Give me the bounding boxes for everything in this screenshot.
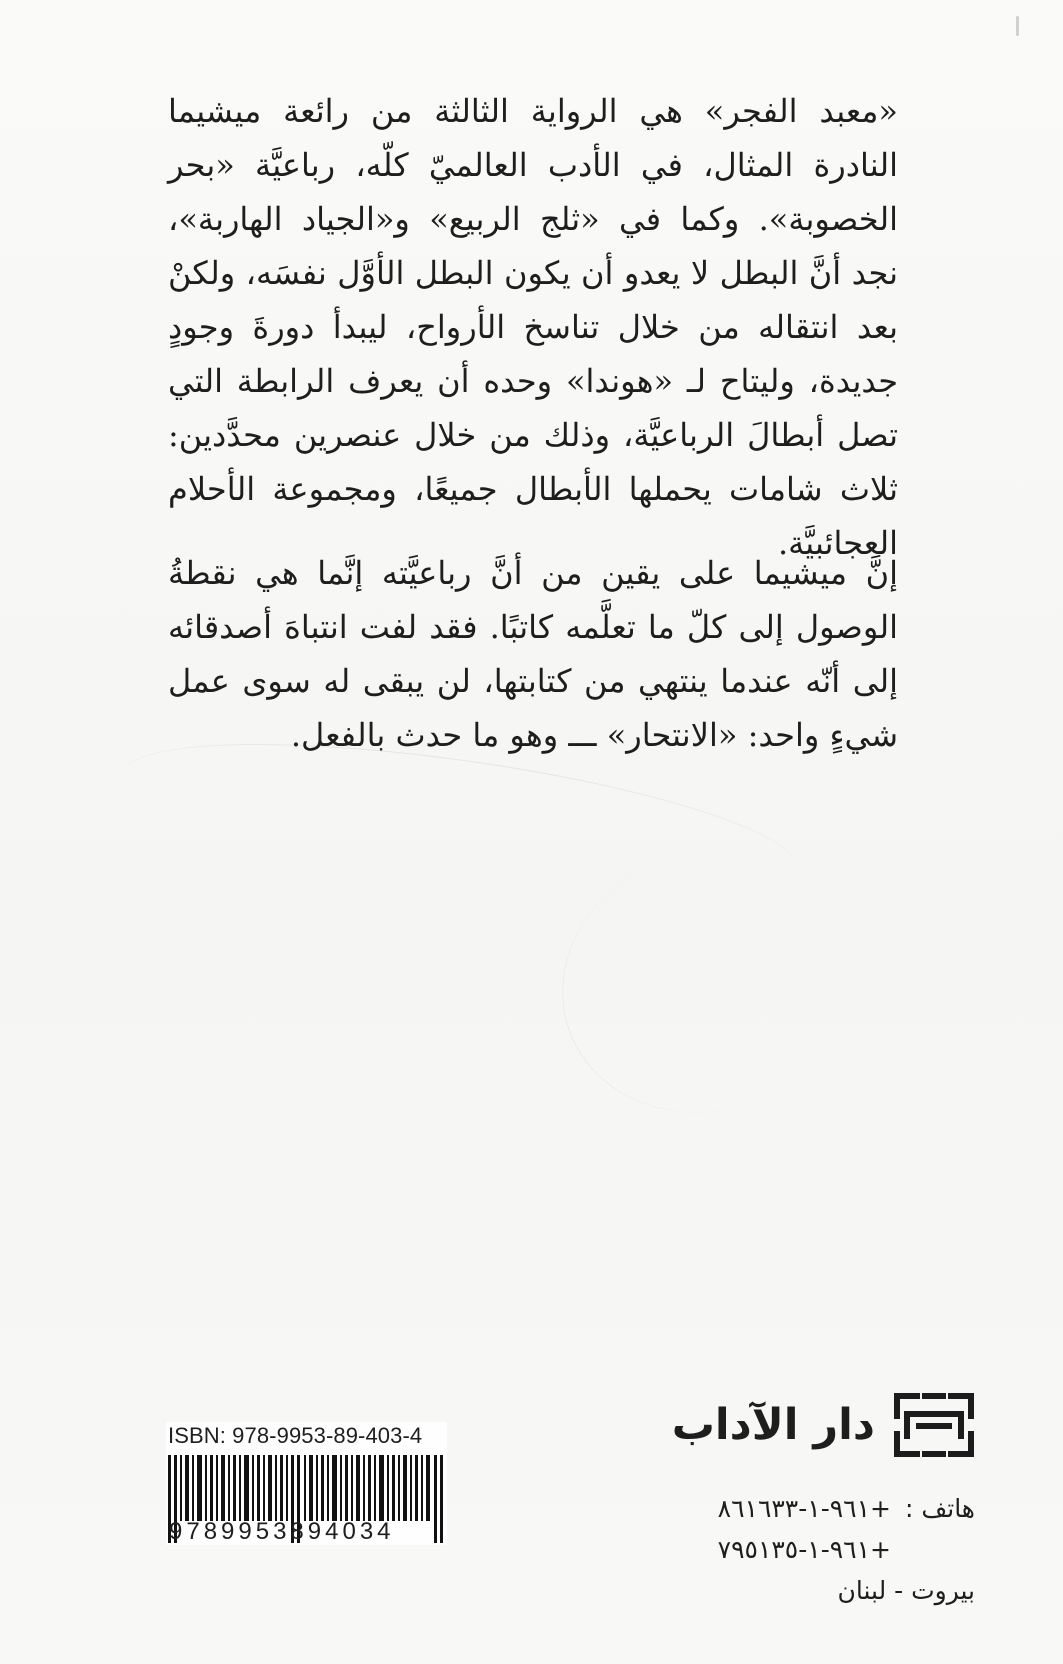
phone-number: +٩٦١-١-٨٦١٦٣٣ <box>717 1494 891 1523</box>
isbn-barcode <box>166 1422 447 1545</box>
publisher-location: بيروت - لبنان <box>837 1576 975 1605</box>
publisher-logo-icon <box>893 1390 975 1460</box>
phone-label: هاتف : <box>904 1494 975 1523</box>
phone-line-2 <box>655 1529 975 1570</box>
publisher-name: دار الآداب <box>671 1400 875 1450</box>
phone-number: +٩٦١-١-٧٩٥١٣٥ <box>717 1535 891 1564</box>
paper-crease <box>525 806 897 1153</box>
publisher-contact <box>655 1488 975 1611</box>
barcode-digits: 9789953894034 <box>169 1518 395 1545</box>
isbn-label: ISBN: 978-9953-89-403-4 <box>168 1423 423 1448</box>
blurb-paragraph-2: إنَّ ميشيما على يقين من أنَّ رباعيَّته إنَّما هي نقطةُ الوصول إلى كلّ ما تعلَّمه كاتبًا. فقد لفت انتباهَ أصدقائه إلى أنّه عندما ينتهي من كتابتها، لن يبقى له سوى عمل شيءٍ واحد: «الانتحار» ـــ وهو ما حدث بالفعل. <box>168 554 899 754</box>
blurb-paragraph-1: «معبد الفجر» هي الرواية الثالثة من رائعة ميشيما النادرة المثال، في الأدب العالميّ كلّه، رباعيَّة «بحر الخصوبة». وكما في «ثلج الربيع» و«الجياد الهاربة»، نجد أنَّ البطل لا يعدو أن يكون البطل الأوَّل نفسَه، ولكنْ بعد انتقاله من خلال تناسخ الأرواح، ليبدأ دورةَ وجودٍ جديدة، وليتاح لـ «هوندا» وحده أن يعرف الرابطة التي تصل أبطالَ الرباعيَّة، وذلك من خلال عنصرين محدَّدين: ثلاث شامات يحملها الأبطال جميعًا، ومجموعة الأحلام العجائبيَّة. <box>168 92 898 562</box>
edge-mark <box>1016 16 1019 36</box>
publisher-brand <box>655 1390 975 1460</box>
phone-line-1 <box>655 1488 975 1529</box>
publisher-block <box>655 1390 975 1611</box>
